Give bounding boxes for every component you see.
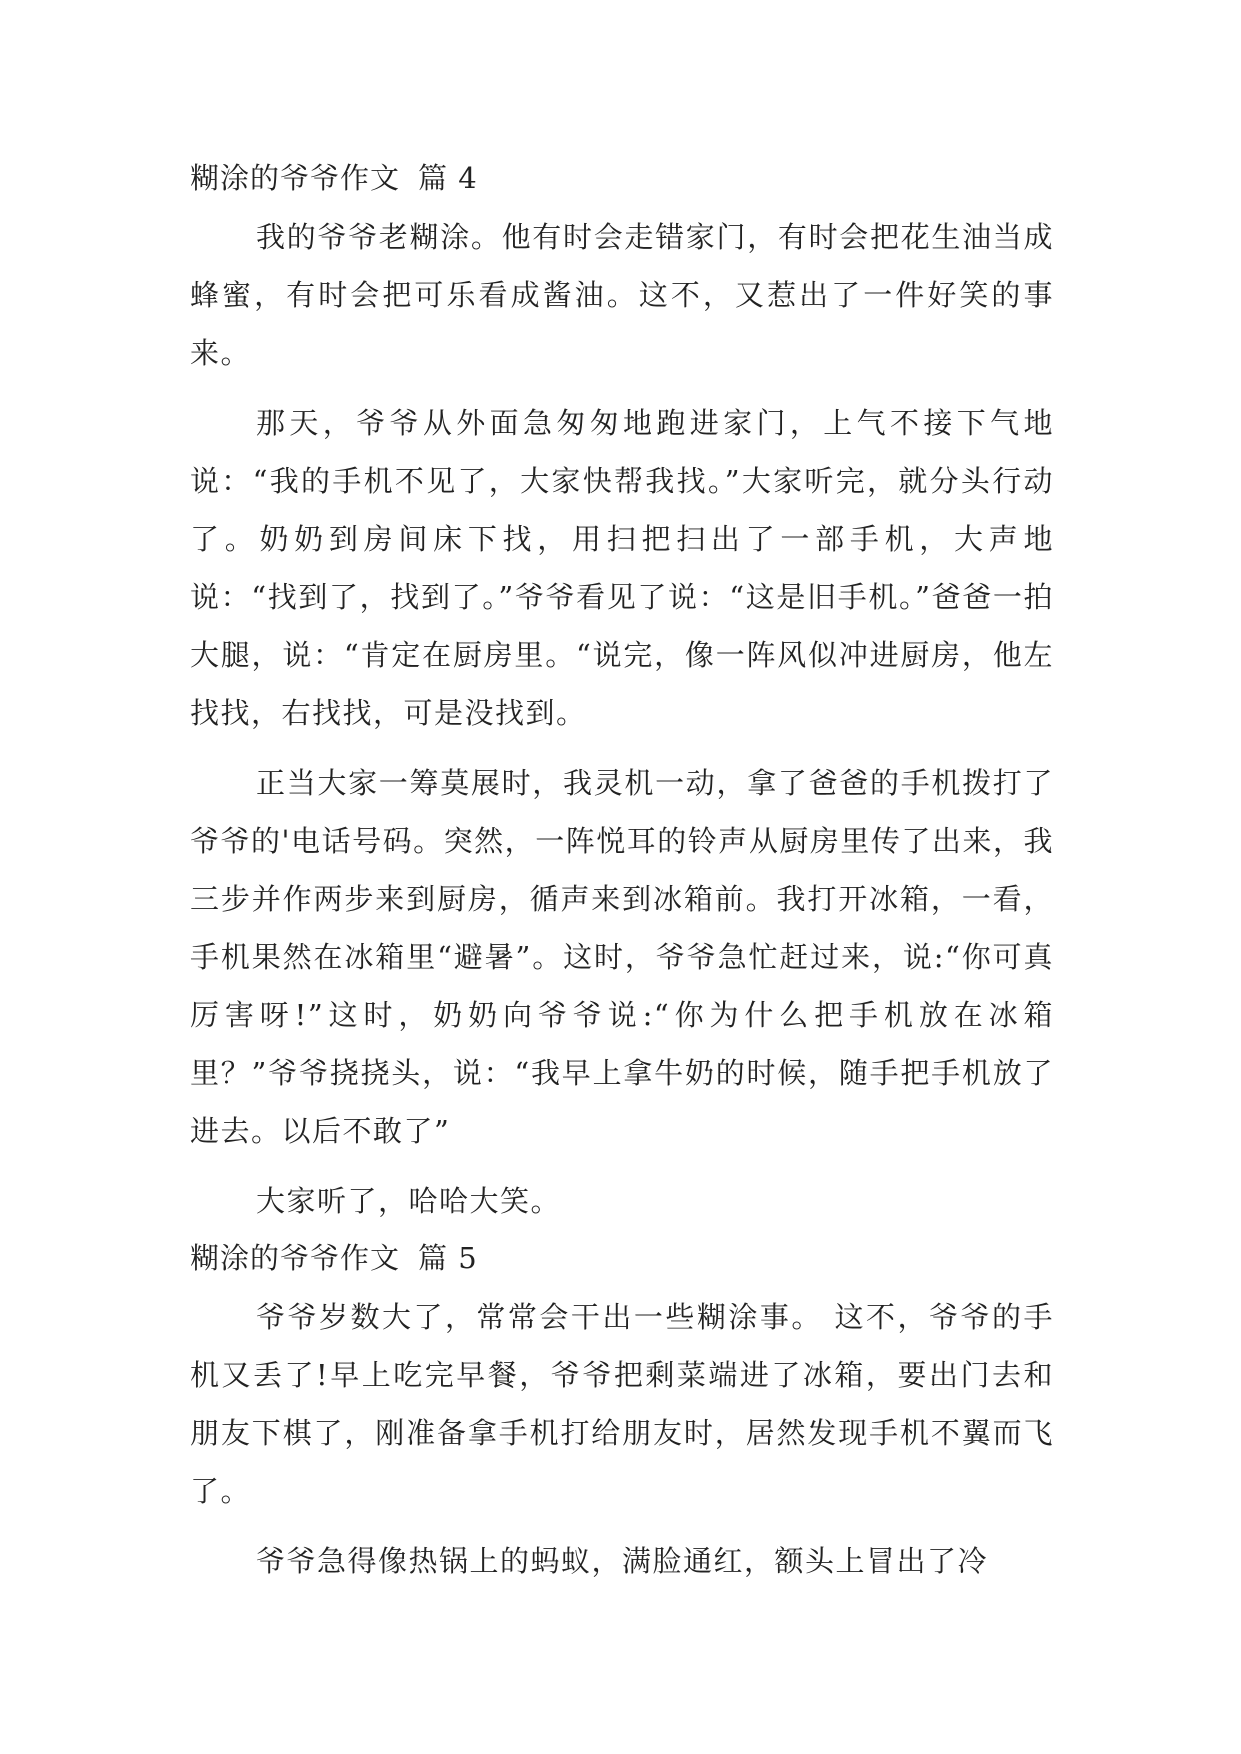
section-title	[190, 1238, 1054, 1278]
paragraph: 大家听了，哈哈大笑。	[256, 1184, 562, 1218]
document-page	[190, 158, 1054, 1590]
section-label: 篇 4	[418, 161, 478, 195]
section-label: 篇 5	[418, 1241, 478, 1275]
paragraph: 正当大家一筹莫展时，我灵机一动，拿了爸爸的手机拨打了爷爷的'电话号码。突然，一阵悦耳的铃声从厨房里传了出来，我三步并作两步来到厨房，循声来到冰箱前。我打开冰箱，一看，手机果然在冰箱里“避暑”。这时，爷爷急忙赶过来，说:“你可真厉害呀!”这时，奶奶向爷爷说:“你为什么把手机放在冰箱里？”爷爷挠挠头，说：“我早上拿牛奶的时候，随手把手机放了进去。以后不敢了”	[190, 766, 1054, 1148]
paragraph: 我的爷爷老糊涂。他有时会走错家门，有时会把花生油当成蜂蜜，有时会把可乐看成酱油。这不，又惹出了一件好笑的事来。	[190, 220, 1054, 370]
paragraph: 爷爷岁数大了，常常会干出一些糊涂事。 这不，爷爷的手机又丢了!早上吃完早餐，爷爷把剩菜端进了冰箱，要出门去和朋友下棋了，刚准备拿手机打给朋友时，居然发现手机不翼而飞了。	[190, 1300, 1054, 1508]
section-title-text: 糊涂的爷爷作文	[190, 161, 401, 195]
paragraph: 爷爷急得像热锅上的蚂蚁，满脸通红，额头上冒出了冷	[256, 1544, 989, 1578]
paragraph: 那天，爷爷从外面急匆匆地跑进家门，上气不接下气地说：“我的手机不见了，大家快帮我找。”大家听完，就分头行动了。奶奶到房间床下找，用扫把扫出了一部手机，大声地说：“找到了，找到了。”爷爷看见了说：“这是旧手机。”爸爸一拍大腿，说：“肯定在厨房里。“说完，像一阵风似冲进厨房，他左找找，右找找，可是没找到。	[190, 406, 1054, 730]
section-title	[190, 158, 1054, 198]
section-title-text: 糊涂的爷爷作文	[190, 1241, 401, 1275]
